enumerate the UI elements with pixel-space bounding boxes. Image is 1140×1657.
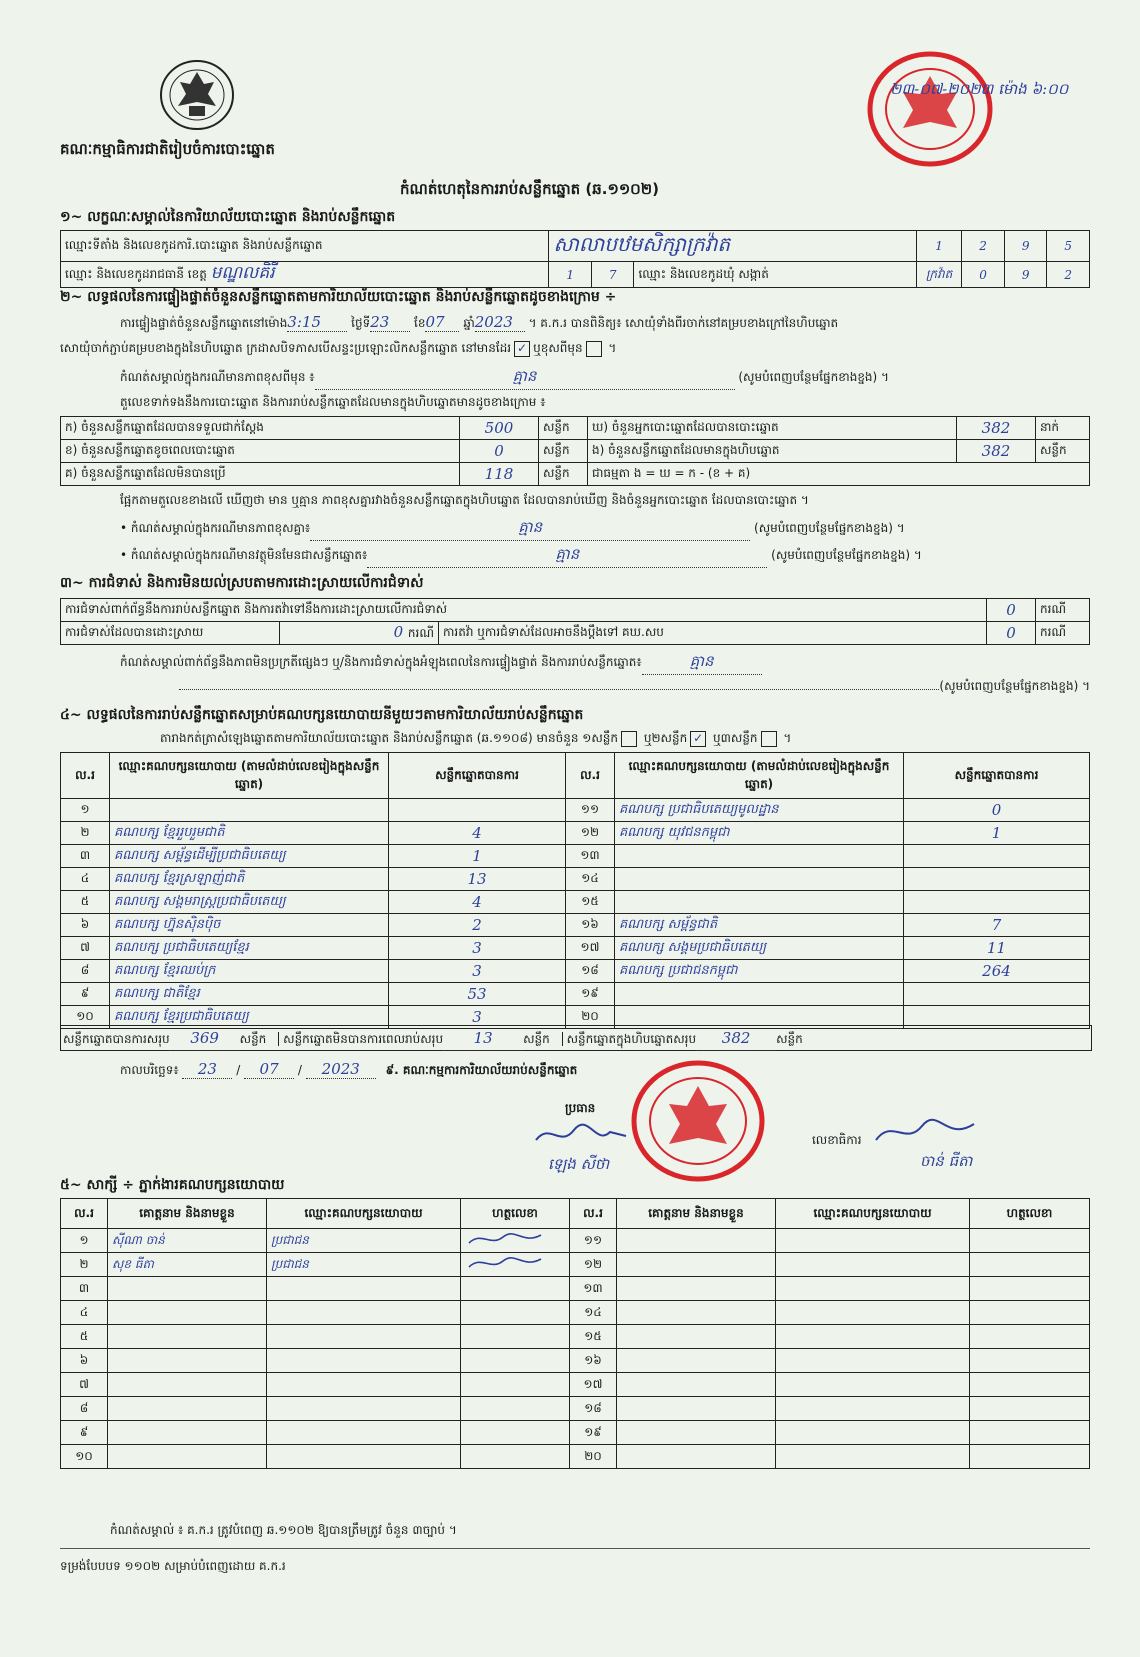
s1-province-value: មណ្ឌលគិរី	[210, 263, 275, 283]
org-name: គណៈកម្មាធិការជាតិរៀបចំការបោះឆ្នោត	[60, 140, 275, 158]
party-name: គណបក្ស ខ្មែរប្រជាធិបតេយ្យ	[110, 1006, 389, 1029]
party-name: គណបក្ស សង្គមរាស្ត្រប្រជាធិបតេយ្យ	[110, 891, 389, 914]
party-no: ៨	[61, 960, 110, 983]
party-no: ២០	[566, 1006, 615, 1029]
party-no: ១៧	[566, 937, 615, 960]
witness-no: ៨	[61, 1397, 108, 1421]
s3-row2-value: 0 ករណី	[280, 622, 439, 645]
formula: ជាធម្មតា ង = ឃ = ក - (ខ + គ)	[588, 463, 1090, 486]
s2-note1: • កំណត់សម្គាល់ក្នុងករណីមានភាពខុសគ្នា៖ គ្មាន (សូមបំពេញបន្ថែមផ្នែកខាងខ្នង) ។	[120, 518, 1090, 541]
witness-no: ១	[61, 1229, 108, 1253]
s1-prov-digit: 7	[591, 262, 634, 288]
secretary-name: ចាន់ ធីតា	[920, 1152, 973, 1170]
s4-col-no: ល.រ	[566, 753, 615, 799]
president-signature	[530, 1118, 630, 1154]
s2-line3: កំណត់សម្គាល់ក្នុងករណីមានភាពខុសពីមុន ៖ គ្មាន (សូមបំពេញបន្ថែមផ្នែកខាងខ្នង) ។	[120, 367, 1090, 390]
witness-signature	[461, 1277, 570, 1301]
table-row	[61, 891, 1090, 914]
secretary-label: លេខាធិការ	[812, 1133, 862, 1147]
table-row	[61, 1301, 1090, 1325]
table-row	[61, 983, 1090, 1006]
witness-party	[776, 1445, 970, 1469]
k-label: ក) ចំនួនសន្លឹកឆ្នោតដែលបានទទួលជាក់ស្តែង	[61, 417, 460, 440]
party-name: គណបក្ស សម្ព័ន្ធជាតិ	[615, 914, 904, 937]
date-month: 07	[244, 1060, 294, 1079]
witness-no: ៧	[61, 1373, 108, 1397]
s3-row2-unit: ករណី	[1036, 622, 1090, 645]
secretary-signature	[870, 1116, 980, 1150]
witness-no: ២	[61, 1253, 108, 1277]
section5-heading: ៥~ សាក្សី ÷ ភ្នាក់ងារគណបក្សនយោបាយ	[60, 1177, 285, 1193]
party-votes: 2	[389, 914, 566, 937]
s4-results-table	[60, 752, 1090, 1029]
form-page	[60, 40, 1100, 1630]
same-checkbox: ✓	[514, 341, 530, 357]
witness-signature	[461, 1349, 570, 1373]
witness-no: ៤	[61, 1301, 108, 1325]
party-no: ៦	[61, 914, 110, 937]
witness-signature	[970, 1373, 1090, 1397]
party-name: គណបក្ស ហ្វ៊ុនស៊ិនប៉ិច	[110, 914, 389, 937]
witness-party	[267, 1397, 461, 1421]
s5-witness-table	[60, 1198, 1090, 1469]
witness-signature	[970, 1421, 1090, 1445]
s4-col-votes: សន្លឹកឆ្នោតបានការ	[389, 753, 566, 799]
party-no: ១២	[566, 822, 615, 845]
witness-party	[776, 1421, 970, 1445]
s5-col-party: ឈ្មោះគណបក្សនយោបាយ	[267, 1199, 461, 1229]
s4-col-party: ឈ្មោះគណបក្សនយោបាយ (តាមលំដាប់លេខរៀងក្នុងសន្លឹកឆ្នោត)	[110, 753, 389, 799]
s3-row1-unit: ករណី	[1036, 599, 1090, 622]
s3-note: កំណត់សម្គាល់ពាក់ព័ន្ធនឹងភាពមិនប្រក្រតីផ្សេងៗ ឬ/និងការជំទាស់ក្នុងអំឡុងពេលនៃការផ្ទៀងផ្ទាត់ និងការរាប់សន្លឹកឆ្នោត៖ គ្មាន	[120, 652, 1090, 675]
date-day: 23	[182, 1060, 232, 1079]
table-row	[61, 1445, 1090, 1469]
witness-party	[776, 1277, 970, 1301]
section3-heading: ៣~ ការជំទាស់ និងការមិនយល់ស្របតាមការដោះស្រាយលើការជំទាស់	[60, 575, 424, 591]
s1-com-digit: 9	[1004, 262, 1047, 288]
different-checkbox	[586, 341, 602, 357]
witness-name	[108, 1349, 267, 1373]
s1-code-digit: 2	[962, 231, 1005, 262]
witness-party	[776, 1229, 970, 1253]
witness-name	[617, 1445, 776, 1469]
party-votes: 3	[389, 937, 566, 960]
party-no: ១៨	[566, 960, 615, 983]
witness-party: ប្រជាជន	[267, 1229, 461, 1253]
k-value: 500	[460, 417, 539, 440]
ng-unit: សន្លឹក	[1036, 440, 1090, 463]
witness-party	[776, 1325, 970, 1349]
table-row	[61, 1421, 1090, 1445]
s5-col-name: គោត្តនាម និងនាមខ្លួន	[108, 1199, 267, 1229]
ko-unit: សន្លឹក	[539, 463, 588, 486]
s1-code-digit: 5	[1047, 231, 1090, 262]
witness-name	[617, 1397, 776, 1421]
witness-name	[108, 1397, 267, 1421]
party-name: គណបក្ស ខ្មែរស្រឡាញ់ជាតិ	[110, 868, 389, 891]
s5-col-name: គោត្តនាម និងនាមខ្លួន	[617, 1199, 776, 1229]
party-no: ១៣	[566, 845, 615, 868]
party-name	[615, 891, 904, 914]
table-row	[61, 1229, 1090, 1253]
witness-signature	[461, 1301, 570, 1325]
section4-heading: ៤~ លទ្ធផលនៃការរាប់សន្លឹកឆ្នោតសម្រាប់គណបក្សនយោបាយនីមួយៗតាមការិយាល័យរាប់សន្លឹកឆ្នោត	[60, 707, 584, 723]
nec-emblem-icon	[158, 58, 236, 132]
witness-party	[267, 1349, 461, 1373]
ng-label: ង) ចំនួនសន្លឹកឆ្នោតដែលមានក្នុងហិបឆ្នោត	[588, 440, 957, 463]
s2-line1: ការផ្ទៀងផ្ទាត់ចំនួនសន្លឹកឆ្នោតនៅម៉ោង3:15 ថ្ងៃទី23 ខែ07 ឆ្នាំ2023 ។ គ.ក.រ បានពិនិត្យ៖ សោយុំទាំងពីរចាក់នៅគម្របខាងក្រៅនៃហិបឆ្នោត	[120, 313, 839, 331]
witness-name	[617, 1325, 776, 1349]
kha-value: 382	[957, 417, 1036, 440]
party-votes	[904, 845, 1090, 868]
total-valid: 369	[170, 1026, 240, 1051]
party-no: ១៩	[566, 983, 615, 1006]
s1-commune-value: ក្រវ៉ាត	[916, 262, 962, 288]
s3-note-value: គ្មាន	[642, 652, 762, 675]
section2-heading: ២~ លទ្ធផលនៃការផ្ទៀងផ្ទាត់ចំនួនសន្លឹកឆ្នោតតាមការិយាល័យបោះឆ្នោត និងរាប់សន្លឹកឆ្នោតដូចខាងក្រោម ÷	[60, 289, 617, 305]
table-row	[61, 868, 1090, 891]
kha-label: ឃ) ចំនួនអ្នកបោះឆ្នោតដែលបានបោះឆ្នោត	[588, 417, 957, 440]
witness-party: ប្រជាជន	[267, 1253, 461, 1277]
s1-row1-label: ឈ្មោះទីតាំង និងលេខកូដការិ.បោះឆ្នោត និងរាប់សន្លឹកឆ្នោត	[61, 231, 549, 262]
party-votes: 4	[389, 891, 566, 914]
party-name: គណបក្ស ខ្មែរឈប់ក្រ	[110, 960, 389, 983]
table-row	[61, 845, 1090, 868]
ng-value: 382	[957, 440, 1036, 463]
party-votes	[904, 983, 1090, 1006]
witness-signature	[461, 1325, 570, 1349]
witness-party	[776, 1397, 970, 1421]
s5-col-sign: ហត្ថលេខា	[461, 1199, 570, 1229]
table-row	[61, 1349, 1090, 1373]
party-name: គណបក្ស ជាតិខ្មែរ	[110, 983, 389, 1006]
party-votes: 0	[904, 799, 1090, 822]
witness-no: ១២	[570, 1253, 617, 1277]
s1-code-digit: 9	[1004, 231, 1047, 262]
ko-label: គ) ចំនួនសន្លឹកឆ្នោតដែលមិនបានប្រើ	[61, 463, 460, 486]
president-label: ប្រធាន	[565, 1101, 596, 1115]
party-name: គណបក្ស ប្រជាធិបតេយ្យមូលដ្ឋាន	[615, 799, 904, 822]
party-name: គណបក្ស ប្រជាជនកម្ពុជា	[615, 960, 904, 983]
party-votes: 13	[389, 868, 566, 891]
party-name: គណបក្ស ខ្មែររួបរួមជាតិ	[110, 822, 389, 845]
section1-heading: ១~ លក្ខណៈសម្គាល់នៃការិយាល័យបោះឆ្នោត និងរាប់សន្លឹកឆ្នោត	[60, 209, 396, 225]
s4-col-votes: សន្លឹកឆ្នោតបានការ	[904, 753, 1090, 799]
official-stamp-top	[865, 50, 995, 168]
witness-name	[617, 1373, 776, 1397]
witness-no: ១៤	[570, 1301, 617, 1325]
witness-no: ១០	[61, 1445, 108, 1469]
witness-party	[267, 1373, 461, 1397]
stamp-date-handwriting: ២៣-០៧-២០២៣ ម៉ោង ៦:០០	[890, 80, 1069, 98]
s5-col-party: ឈ្មោះគណបក្សនយោបាយ	[776, 1199, 970, 1229]
total-invalid: 13	[443, 1026, 523, 1051]
witness-no: ១៦	[570, 1349, 617, 1373]
witness-party	[267, 1421, 461, 1445]
party-votes: 3	[389, 1006, 566, 1029]
party-name: គណបក្ស សម្ព័ន្ធដើម្បីប្រជាធិបតេយ្យ	[110, 845, 389, 868]
total-box: 382	[696, 1026, 776, 1051]
party-votes: 1	[389, 845, 566, 868]
s4-col-party: ឈ្មោះគណបក្សនយោបាយ (តាមលំដាប់លេខរៀងក្នុងសន្លឹកឆ្នោត)	[615, 753, 904, 799]
s4-date-line: កាលបរិច្ឆេទ៖ 23 / 07 / 2023 ៩. គណៈកម្មការការិយាល័យរាប់សន្លឹកឆ្នោត	[120, 1060, 578, 1078]
party-no: ៣	[61, 845, 110, 868]
witness-signature	[970, 1445, 1090, 1469]
s3-row2-label2: ការតវ៉ា ឬការជំទាស់ដែលអាចនឹងប្តឹងទៅ គឃ.សប	[439, 622, 987, 645]
witness-signature	[970, 1397, 1090, 1421]
witness-name	[108, 1421, 267, 1445]
s1-prov-digit: 1	[549, 262, 592, 288]
witness-name	[617, 1349, 776, 1373]
s3-row2-value2: 0	[987, 622, 1036, 645]
witness-no: ១៣	[570, 1277, 617, 1301]
ko-value: 118	[460, 463, 539, 486]
witness-name	[617, 1421, 776, 1445]
party-no: ២	[61, 822, 110, 845]
party-no: ៤	[61, 868, 110, 891]
party-no: ១៤	[566, 868, 615, 891]
kha-unit: នាក់	[1036, 417, 1090, 440]
witness-signature	[461, 1253, 570, 1277]
form-title: កំណត់ហេតុនៃការរាប់សន្លឹកឆ្នោត (ឆ.១១០២)	[400, 180, 660, 198]
s4-totals-row: សន្លឹកឆ្នោតបានការសរុប 369 សន្លឹក សន្លឹកឆ្នោតមិនបានការពេលរាប់សរុប 13 សន្លឹក សន្លឹកឆ្នោតក្នុងហិបឆ្នោតសរុប 382 សន្លឹក	[60, 1025, 1092, 1051]
witness-party	[776, 1301, 970, 1325]
witness-party	[776, 1373, 970, 1397]
s5-col-no: ល.រ	[570, 1199, 617, 1229]
witness-signature	[461, 1421, 570, 1445]
table-row	[61, 822, 1090, 845]
witness-signature	[970, 1325, 1090, 1349]
witness-signature	[970, 1253, 1090, 1277]
witness-no: ៣	[61, 1277, 108, 1301]
witness-name	[108, 1301, 267, 1325]
witness-no: ២០	[570, 1445, 617, 1469]
witness-name	[617, 1301, 776, 1325]
party-votes: 3	[389, 960, 566, 983]
kh-label: ខ) ចំនួនសន្លឹកឆ្នោតខូចពេលបោះឆ្នោត	[61, 440, 460, 463]
s2-line3-value: គ្មាន	[315, 367, 735, 390]
k-unit: សន្លឹក	[539, 417, 588, 440]
witness-name: ស៊ីណា ចាន់	[108, 1229, 267, 1253]
s5-col-sign: ហត្ថលេខា	[970, 1199, 1090, 1229]
party-no: ១៦	[566, 914, 615, 937]
s2-line2: សោយុំចាក់ភ្ជាប់គម្របខាងក្នុងនៃហិបឆ្នោត ក្រដាសបិទភាសបើសន្ទះប្រឡោះលិកសន្លឹកឆ្នោត នៅមានដែរ ✓ ឬខុសពីមុន ។	[60, 340, 617, 355]
table-row	[61, 1373, 1090, 1397]
witness-no: ១៩	[570, 1421, 617, 1445]
official-stamp-bottom	[628, 1058, 768, 1184]
party-name	[615, 845, 904, 868]
witness-party	[776, 1349, 970, 1373]
party-name: គណបក្ស សង្គមប្រជាធិបតេយ្យ	[615, 937, 904, 960]
witness-no: ៩	[61, 1421, 108, 1445]
table-row	[61, 1277, 1090, 1301]
party-name: គណបក្ស ប្រជាធិបតេយ្យខ្មែរ	[110, 937, 389, 960]
signature-mark	[465, 1253, 545, 1273]
kh-value: 0	[460, 440, 539, 463]
s2-time: 3:15	[287, 313, 347, 332]
table-row	[61, 1253, 1090, 1277]
witness-name	[108, 1277, 267, 1301]
table-row	[61, 1397, 1090, 1421]
party-no: ៩	[61, 983, 110, 1006]
witness-name: សុខ ធីតា	[108, 1253, 267, 1277]
s2-note1-value: គ្មាន	[310, 518, 750, 541]
witness-signature	[461, 1229, 570, 1253]
s1-code-digit: 1	[916, 231, 962, 262]
witness-signature	[461, 1445, 570, 1469]
witness-name	[108, 1325, 267, 1349]
s2-month: 07	[425, 313, 459, 332]
witness-party	[267, 1445, 461, 1469]
party-votes	[904, 891, 1090, 914]
s3-fill-note: (សូមបំពេញបន្ថែមផ្នែកខាងខ្នង) ។	[60, 678, 1090, 696]
s2-line4: តួលេខទាក់ទងនឹងការបោះឆ្នោត និងការរាប់សន្លឹកឆ្នោតដែលមានក្នុងហិបឆ្នោតមានដូចខាងក្រោម ៖	[120, 395, 546, 409]
kh-unit: សន្លឹក	[539, 440, 588, 463]
witness-party	[267, 1301, 461, 1325]
witness-name	[617, 1277, 776, 1301]
s2-day: 23	[370, 313, 410, 332]
witness-signature	[970, 1229, 1090, 1253]
s1-com-digit: 2	[1047, 262, 1090, 288]
witness-signature	[461, 1397, 570, 1421]
witness-name	[617, 1229, 776, 1253]
witness-signature	[970, 1349, 1090, 1373]
witness-no: ៦	[61, 1349, 108, 1373]
party-name: គណបក្ស យុវជនកម្ពុជា	[615, 822, 904, 845]
s4-col-no: ល.រ	[61, 753, 110, 799]
party-votes: 11	[904, 937, 1090, 960]
table-row	[61, 799, 1090, 822]
witness-no: ៥	[61, 1325, 108, 1349]
party-name	[615, 983, 904, 1006]
witness-signature	[970, 1301, 1090, 1325]
party-votes: 53	[389, 983, 566, 1006]
date-year: 2023	[306, 1060, 376, 1079]
committee-label: ៩. គណៈកម្មការការិយាល័យរាប់សន្លឹកឆ្នោត	[385, 1063, 578, 1077]
witness-party	[776, 1253, 970, 1277]
s2-counts-table	[60, 416, 1090, 486]
s2-diff-line: ផ្អែកតាមតួលេខខាងលើ ឃើញថា មាន ឬគ្មាន ភាពខុសគ្នារវាងចំនួនសន្លឹកឆ្នោតក្នុងហិបឆ្នោត ដែលបានរាប់ឃើញ និងចំនួនអ្នកបោះឆ្នោត ដែលបានបោះឆ្នោត ។	[120, 493, 809, 507]
s3-row1-value: 0	[987, 599, 1036, 622]
party-votes: 4	[389, 822, 566, 845]
party-votes: 264	[904, 960, 1090, 983]
s2-note2-value: គ្មាន	[367, 545, 767, 568]
party-votes	[389, 799, 566, 822]
party-no: ១	[61, 799, 110, 822]
party-name	[110, 799, 389, 822]
party-no: ១០	[61, 1006, 110, 1029]
s5-footnote: កំណត់សម្គាល់ ៖ គ.ក.រ ត្រូវបំពេញ ឆ.១១០២ ឱ្យបានត្រឹមត្រូវ ចំនួន ៣ច្បាប់ ។	[110, 1523, 457, 1537]
party-name	[615, 868, 904, 891]
footer-text: ទម្រង់បែបបទ ១១០២ សម្រាប់បំពេញដោយ គ.ក.រ	[60, 1559, 286, 1573]
s1-row2-label: ឈ្មោះ និងលេខកូដរាជធានី ខេត្ត មណ្ឌលគិរី	[61, 262, 549, 288]
s3-row1-label: ការជំទាស់ពាក់ព័ន្ធនឹងការរាប់សន្លឹកឆ្នោត និងការតវ៉ាទៅនឹងការដោះស្រាយលើការជំទាស់	[61, 599, 987, 622]
witness-party	[267, 1325, 461, 1349]
table-row	[61, 960, 1090, 983]
footer-divider	[60, 1548, 1090, 1549]
s5-col-no: ល.រ	[61, 1199, 108, 1229]
witness-no: ១៨	[570, 1397, 617, 1421]
table-row	[61, 914, 1090, 937]
s1-commune-label: ឈ្មោះ និងលេខកូដឃុំ សង្កាត់	[634, 262, 916, 288]
s2-note2: • កំណត់សម្គាល់ក្នុងករណីមានវត្ថុមិនមែនជាសន្លឹកឆ្នោត៖ គ្មាន (សូមបំពេញបន្ថែមផ្នែកខាងខ្នង) ។	[120, 545, 1090, 568]
witness-no: ១១	[570, 1229, 617, 1253]
s2-year: 2023	[475, 313, 525, 332]
witness-signature	[461, 1373, 570, 1397]
party-votes: 7	[904, 914, 1090, 937]
witness-name	[108, 1373, 267, 1397]
party-no: ១១	[566, 799, 615, 822]
s3-row2-label: ការជំទាស់ដែលបានដោះស្រាយ	[61, 622, 280, 645]
s1-com-digit: 0	[962, 262, 1005, 288]
party-votes	[904, 868, 1090, 891]
three-sheet-checkbox	[761, 731, 777, 747]
table-row	[61, 937, 1090, 960]
party-no: ១៥	[566, 891, 615, 914]
party-votes: 1	[904, 822, 1090, 845]
s3-table	[60, 598, 1090, 645]
president-name: ឡេង សីថា	[548, 1155, 610, 1173]
party-no: ៧	[61, 937, 110, 960]
s1-row1-value: សាលាបឋមសិក្សាក្រវ៉ាត	[549, 231, 916, 262]
one-sheet-checkbox	[621, 731, 637, 747]
two-sheet-checkbox: ✓	[690, 731, 706, 747]
witness-signature	[970, 1277, 1090, 1301]
s4-intro: តារាងកត់ត្រាសំឡេងឆ្នោតតាមការិយាល័យបោះឆ្នោត និងរាប់សន្លឹកឆ្នោត (ឆ.១១០៨) មានចំនួន ១សន្លឹក ឬ២សន្លឹក ✓ ឬ៣សន្លឹក ។	[160, 730, 792, 745]
witness-no: ១៧	[570, 1373, 617, 1397]
witness-no: ១៥	[570, 1325, 617, 1349]
party-no: ៥	[61, 891, 110, 914]
section1-table	[60, 230, 1090, 288]
witness-party	[267, 1277, 461, 1301]
witness-name	[108, 1445, 267, 1469]
witness-name	[617, 1253, 776, 1277]
table-row	[61, 1325, 1090, 1349]
signature-mark	[465, 1229, 545, 1249]
